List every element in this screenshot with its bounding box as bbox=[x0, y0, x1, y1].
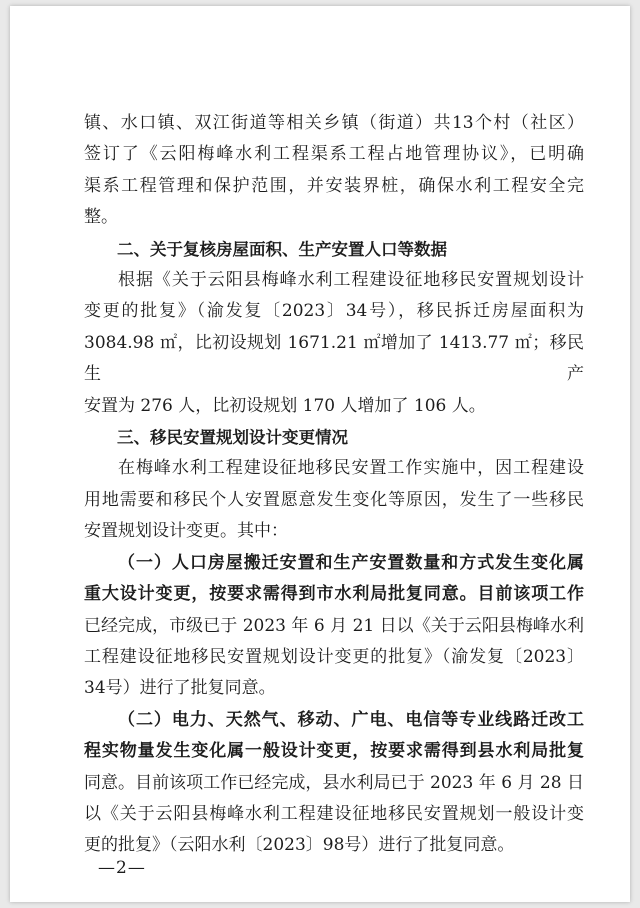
text-line: 安置为 276 人，比初设规划 170 人增加了 106 人。 bbox=[84, 395, 486, 416]
document-body bbox=[84, 108, 584, 862]
text-line: 在梅峰水利工程建设征地移民安置工作实施中，因工程建设 bbox=[118, 458, 584, 479]
text-line: 以《关于云阳县梅峰水利工程建设征地移民安置规划一般设计变 bbox=[84, 803, 584, 824]
text-line: （一）人口房屋搬迁安置和生产安置数量和方式发生变化属 bbox=[118, 552, 584, 573]
text-line: 已经完成，市级已于 2023 年 6 月 21 日以《关于云阳县梅峰水利 bbox=[84, 615, 584, 636]
text-line: 更的批复》（云阳水利〔2023〕98号）进行了批复同意。 bbox=[84, 835, 515, 856]
text-line: 用地需要和移民个人安置愿意发生变化等原因，发生了一些移民 bbox=[84, 489, 584, 510]
text-line: 同意。目前该项工作已经完成，县水利局已于 2023 年 6 月 28 日 bbox=[84, 772, 584, 793]
text-line: 3084.98 ㎡，比初设规划 1671.21 ㎡增加了 1413.77 ㎡；移民生产 bbox=[84, 332, 584, 385]
text-line: 安置规划设计变更。其中： bbox=[84, 521, 288, 542]
text-line: 根据《关于云阳县梅峰水利工程建设征地移民安置规划设计 bbox=[118, 270, 584, 291]
page-number: —2— bbox=[98, 858, 146, 878]
text-line: （二）电力、天然气、移动、广电、电信等专业线路迁改工 bbox=[118, 709, 584, 730]
text-line: 整。 bbox=[84, 207, 118, 228]
text-line: 签订了《云阳梅峰水利工程渠系工程占地管理协议》，已明确 bbox=[84, 144, 584, 165]
text-line: 工程建设征地移民安置规划设计变更的批复》（渝发复〔2023〕 bbox=[84, 646, 584, 667]
text-line: 程实物量发生变化属一般设计变更，按要求需得到县水利局批复 bbox=[84, 741, 584, 762]
text-line: 渠系工程管理和保护范围，并安装界桩，确保水利工程安全完 bbox=[84, 175, 584, 196]
section-heading-2: 二、关于复核房屋面积、生产安置人口等数据 bbox=[117, 239, 447, 259]
text-line: 重大设计变更，按要求需得到市水利局批复同意。目前该项工作 bbox=[84, 584, 584, 605]
section-heading-3: 三、移民安置规划设计变更情况 bbox=[117, 428, 348, 448]
document-page bbox=[10, 6, 630, 902]
text-line: 镇、水口镇、双江街道等相关乡镇（街道）共13个村（社区） bbox=[84, 113, 584, 133]
text-line: 34号）进行了批复同意。 bbox=[84, 678, 276, 699]
text-line: 变更的批复》（渝发复〔2023〕34号），移民拆迁房屋面积为 bbox=[84, 301, 584, 322]
